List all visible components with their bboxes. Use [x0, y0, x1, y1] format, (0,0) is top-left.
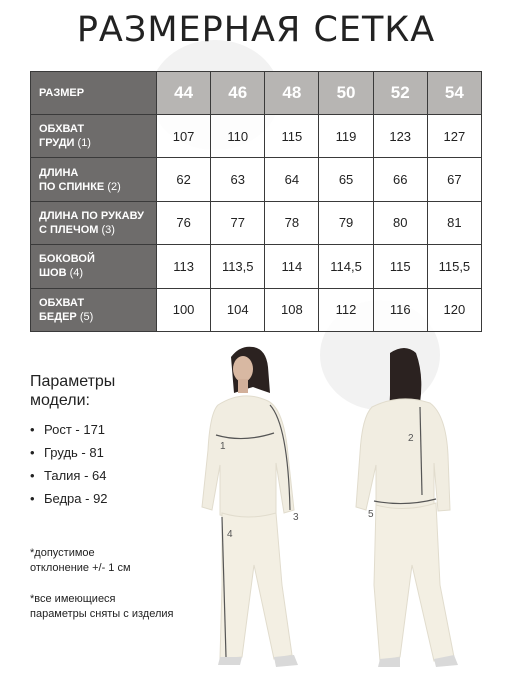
table-row [31, 245, 482, 288]
bullet-icon: • [30, 422, 35, 437]
bullet-icon: • [30, 445, 35, 460]
table-cell: 115,5 [427, 245, 481, 288]
list-item-text: Талия - 64 [44, 468, 107, 483]
table-cell: 119 [319, 115, 373, 158]
measure-label: 2 [408, 433, 414, 444]
table-row [31, 158, 482, 201]
table-cell: 113 [157, 245, 211, 288]
measure-label: 3 [293, 512, 299, 523]
table-cell: 78 [265, 201, 319, 244]
row-label [31, 245, 157, 288]
list-item [30, 441, 108, 464]
row-label [31, 158, 157, 201]
table-cell: 115 [373, 245, 427, 288]
list-item-text: Рост - 171 [44, 422, 106, 437]
list-item [30, 464, 108, 487]
size-header-cell: 50 [319, 72, 373, 115]
table-cell: 64 [265, 158, 319, 201]
size-header-cell: 48 [265, 72, 319, 115]
table-cell: 127 [427, 115, 481, 158]
table-cell: 120 [427, 288, 481, 331]
table-cell: 81 [427, 201, 481, 244]
list-item-text: Бедра - 92 [44, 491, 108, 506]
bullet-icon: • [30, 491, 35, 506]
size-header-cell: 46 [211, 72, 265, 115]
row-label-unit: (2) [107, 180, 121, 193]
size-header-label: РАЗМЕР [31, 72, 157, 115]
table-row [31, 115, 482, 158]
sweatshirt-shape [202, 396, 294, 519]
measure-label: 4 [227, 529, 233, 540]
table-row [31, 288, 482, 331]
table-cell: 80 [373, 201, 427, 244]
row-label-line: ШОВ [39, 267, 67, 280]
table-cell: 113,5 [211, 245, 265, 288]
size-header-row [31, 72, 482, 115]
measure-label: 1 [220, 441, 226, 452]
neck-shape [238, 379, 248, 393]
model-params-list [30, 418, 108, 510]
table-cell: 112 [319, 288, 373, 331]
list-item [30, 487, 108, 510]
row-label [31, 288, 157, 331]
model-back-figure [350, 345, 465, 675]
tolerance-note [30, 546, 131, 576]
table-cell: 63 [211, 158, 265, 201]
row-label-line: ОБХВАТ [39, 296, 85, 309]
table-cell: 76 [157, 201, 211, 244]
row-label-line: ГРУДИ [39, 137, 75, 150]
size-header-cell: 52 [373, 72, 427, 115]
sweatshirt-shape [356, 399, 450, 512]
table-cell: 104 [211, 288, 265, 331]
row-label [31, 115, 157, 158]
table-cell: 114 [265, 245, 319, 288]
row-label-line: ПО СПИНКЕ [39, 180, 105, 193]
list-item-text: Грудь - 81 [44, 445, 104, 460]
table-cell: 65 [319, 158, 373, 201]
table-cell: 62 [157, 158, 211, 201]
row-label-unit: (3) [101, 223, 115, 236]
table-cell: 67 [427, 158, 481, 201]
table-cell: 77 [211, 201, 265, 244]
row-label-unit: (1) [77, 137, 91, 150]
table-cell: 107 [157, 115, 211, 158]
table-cell: 79 [319, 201, 373, 244]
list-item [30, 418, 108, 441]
model-front-figure [198, 345, 308, 675]
note-line: параметры сняты с изделия [30, 608, 174, 620]
row-label-line: БОКОВОЙ [39, 253, 95, 266]
row-label-unit: (5) [79, 310, 94, 323]
model-params-title [30, 372, 115, 410]
table-cell: 114,5 [319, 245, 373, 288]
row-label-line: С ПЛЕЧОМ [39, 223, 99, 236]
table-cell: 115 [265, 115, 319, 158]
table-cell: 66 [373, 158, 427, 201]
row-label-line: БЕДЕР [39, 310, 77, 323]
table-cell: 100 [157, 288, 211, 331]
row-label-line: ДЛИНА [39, 166, 79, 179]
note-line: *все имеющиеся [30, 593, 116, 605]
table-row [31, 201, 482, 244]
size-header-cell: 54 [427, 72, 481, 115]
row-label [31, 201, 157, 244]
size-chart-table [30, 71, 482, 332]
model-params-title-line: Параметры [30, 373, 116, 390]
size-header-cell: 44 [157, 72, 211, 115]
pants-shape [374, 503, 454, 661]
table-cell: 123 [373, 115, 427, 158]
measured-note [30, 592, 173, 622]
table-cell: 108 [265, 288, 319, 331]
note-line: *допустимое [30, 547, 95, 559]
face-shape [233, 356, 253, 382]
row-label-unit: (4) [69, 267, 84, 280]
shoe-shape [274, 655, 298, 667]
table-cell: 110 [211, 115, 265, 158]
page-title: РАЗМЕРНАЯ СЕТКА [76, 10, 436, 50]
row-label-line: ДЛИНА ПО РУКАВУ [39, 209, 144, 222]
row-label-line: ОБХВАТ [39, 123, 85, 136]
model-params-title-line: модели: [30, 392, 90, 409]
table-cell: 116 [373, 288, 427, 331]
note-line: отклонение +/- 1 см [30, 562, 131, 574]
bullet-icon: • [30, 468, 35, 483]
shoe-shape [218, 657, 242, 665]
measure-label: 5 [368, 509, 374, 520]
